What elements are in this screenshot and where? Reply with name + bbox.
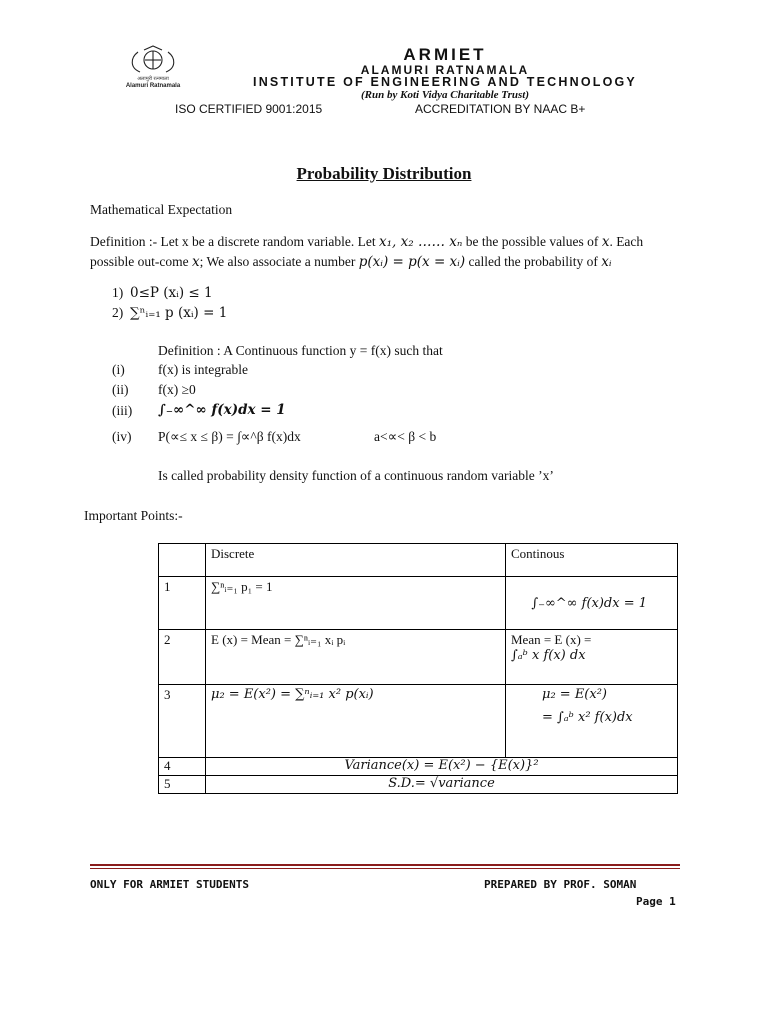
table-row [159, 577, 678, 630]
svg-text:Alamuri Ratnamala: Alamuri Ratnamala [125, 83, 181, 89]
property-iv-num: (iv) [112, 429, 132, 444]
row-continuous: μ₂ = E(x²) = ∫ₐᵇ x² f(x)dx [506, 685, 678, 758]
row-discrete: E (x) = Mean = ∑ⁿᵢ₌₁ xᵢ pᵢ [206, 630, 506, 685]
table-header-continuous: Continous [506, 544, 678, 577]
row-number: 5 [159, 776, 206, 794]
trust-line: (Run by Koti Vidya Charitable Trust) [361, 89, 529, 101]
table-row [159, 630, 678, 685]
table-header-row [159, 544, 678, 577]
row-number: 3 [159, 685, 206, 758]
row-number: 2 [159, 630, 206, 685]
table-row [159, 776, 678, 794]
definition-continuous: Definition : A Continuous function y = f(x) such that [158, 343, 443, 358]
property-ii: f(x) ≥0 [158, 382, 196, 397]
condition-1: 1) 0≤P (xᵢ) ≤ 1 [112, 285, 213, 301]
page-number: Page 1 [636, 895, 676, 908]
row-discrete: μ₂ = E(x²) = ∑ⁿᵢ₌₁ x² p(xᵢ) [206, 685, 506, 758]
section-heading: Mathematical Expectation [90, 202, 233, 217]
row-number: 4 [159, 758, 206, 776]
property-i-num: (i) [112, 362, 125, 377]
svg-text:अलामुरी रत्नमाला: अलामुरी रत्नमाला [137, 76, 169, 82]
iso-certification: ISO CERTIFIED 9001:2015 [175, 102, 323, 116]
row-continuous: ∫₋∞^∞ f(x)dx = 1 [506, 577, 678, 630]
institute-logo [100, 44, 206, 92]
table-header-cell [159, 544, 206, 577]
property-iii-num: (iii) [112, 403, 133, 418]
property-ii-num: (ii) [112, 382, 129, 397]
institute-brand [210, 46, 680, 101]
institute-name: INSTITUTE OF ENGINEERING AND TECHNOLOGY [253, 75, 637, 89]
footer-left: ONLY FOR ARMIET STUDENTS [90, 878, 249, 891]
brand-subtitle: ALAMURI RATNAMALA [360, 63, 530, 77]
property-iv: P(∝≤ x ≤ β) = ∫∝^β f(x)dx [158, 429, 301, 444]
property-iv-condition: a<∝< β < b [374, 429, 437, 444]
definition-discrete: Definition :- Let x be a discrete random variable. Let x₁, x₂ …… xₙ be the possible values of x. Each possible out-come x; We also associate a number p(xᵢ) = p(x = xᵢ) called the probability of xᵢ [90, 234, 644, 270]
row-number: 1 [159, 577, 206, 630]
important-points-heading: Important Points:- [84, 508, 183, 523]
row-sd: S.D.= √variance [206, 776, 678, 794]
page-title: Probability Distribution [296, 164, 472, 183]
row-variance: Variance(x) = E(x²) − {E(x)}² [206, 758, 678, 776]
property-i: f(x) is integrable [158, 362, 248, 377]
table-row [159, 685, 678, 758]
naac-accreditation: ACCREDITATION BY NAAC B+ [415, 102, 586, 116]
footer-right: PREPARED BY PROF. SOMAN [484, 878, 637, 891]
footer-divider-thin [90, 868, 680, 869]
pdf-statement: Is called probability density function of a continuous random variable ’x’ [158, 468, 554, 483]
brand-name: ARMIET [403, 45, 487, 64]
condition-2: 2) ∑ⁿᵢ₌₁ p (xᵢ) = 1 [112, 305, 228, 321]
footer-divider [90, 864, 680, 866]
table-row [159, 758, 678, 776]
comparison-table [158, 543, 678, 794]
row-discrete: ∑ⁿᵢ₌₁ p₁ = 1 [206, 577, 506, 630]
row-continuous: Mean = E (x) = ∫ₐᵇ x f(x) dx [506, 630, 678, 685]
table-header-discrete: Discrete [206, 544, 506, 577]
property-iii: ∫₋∞^∞ f(x)dx = 1 [158, 402, 286, 418]
